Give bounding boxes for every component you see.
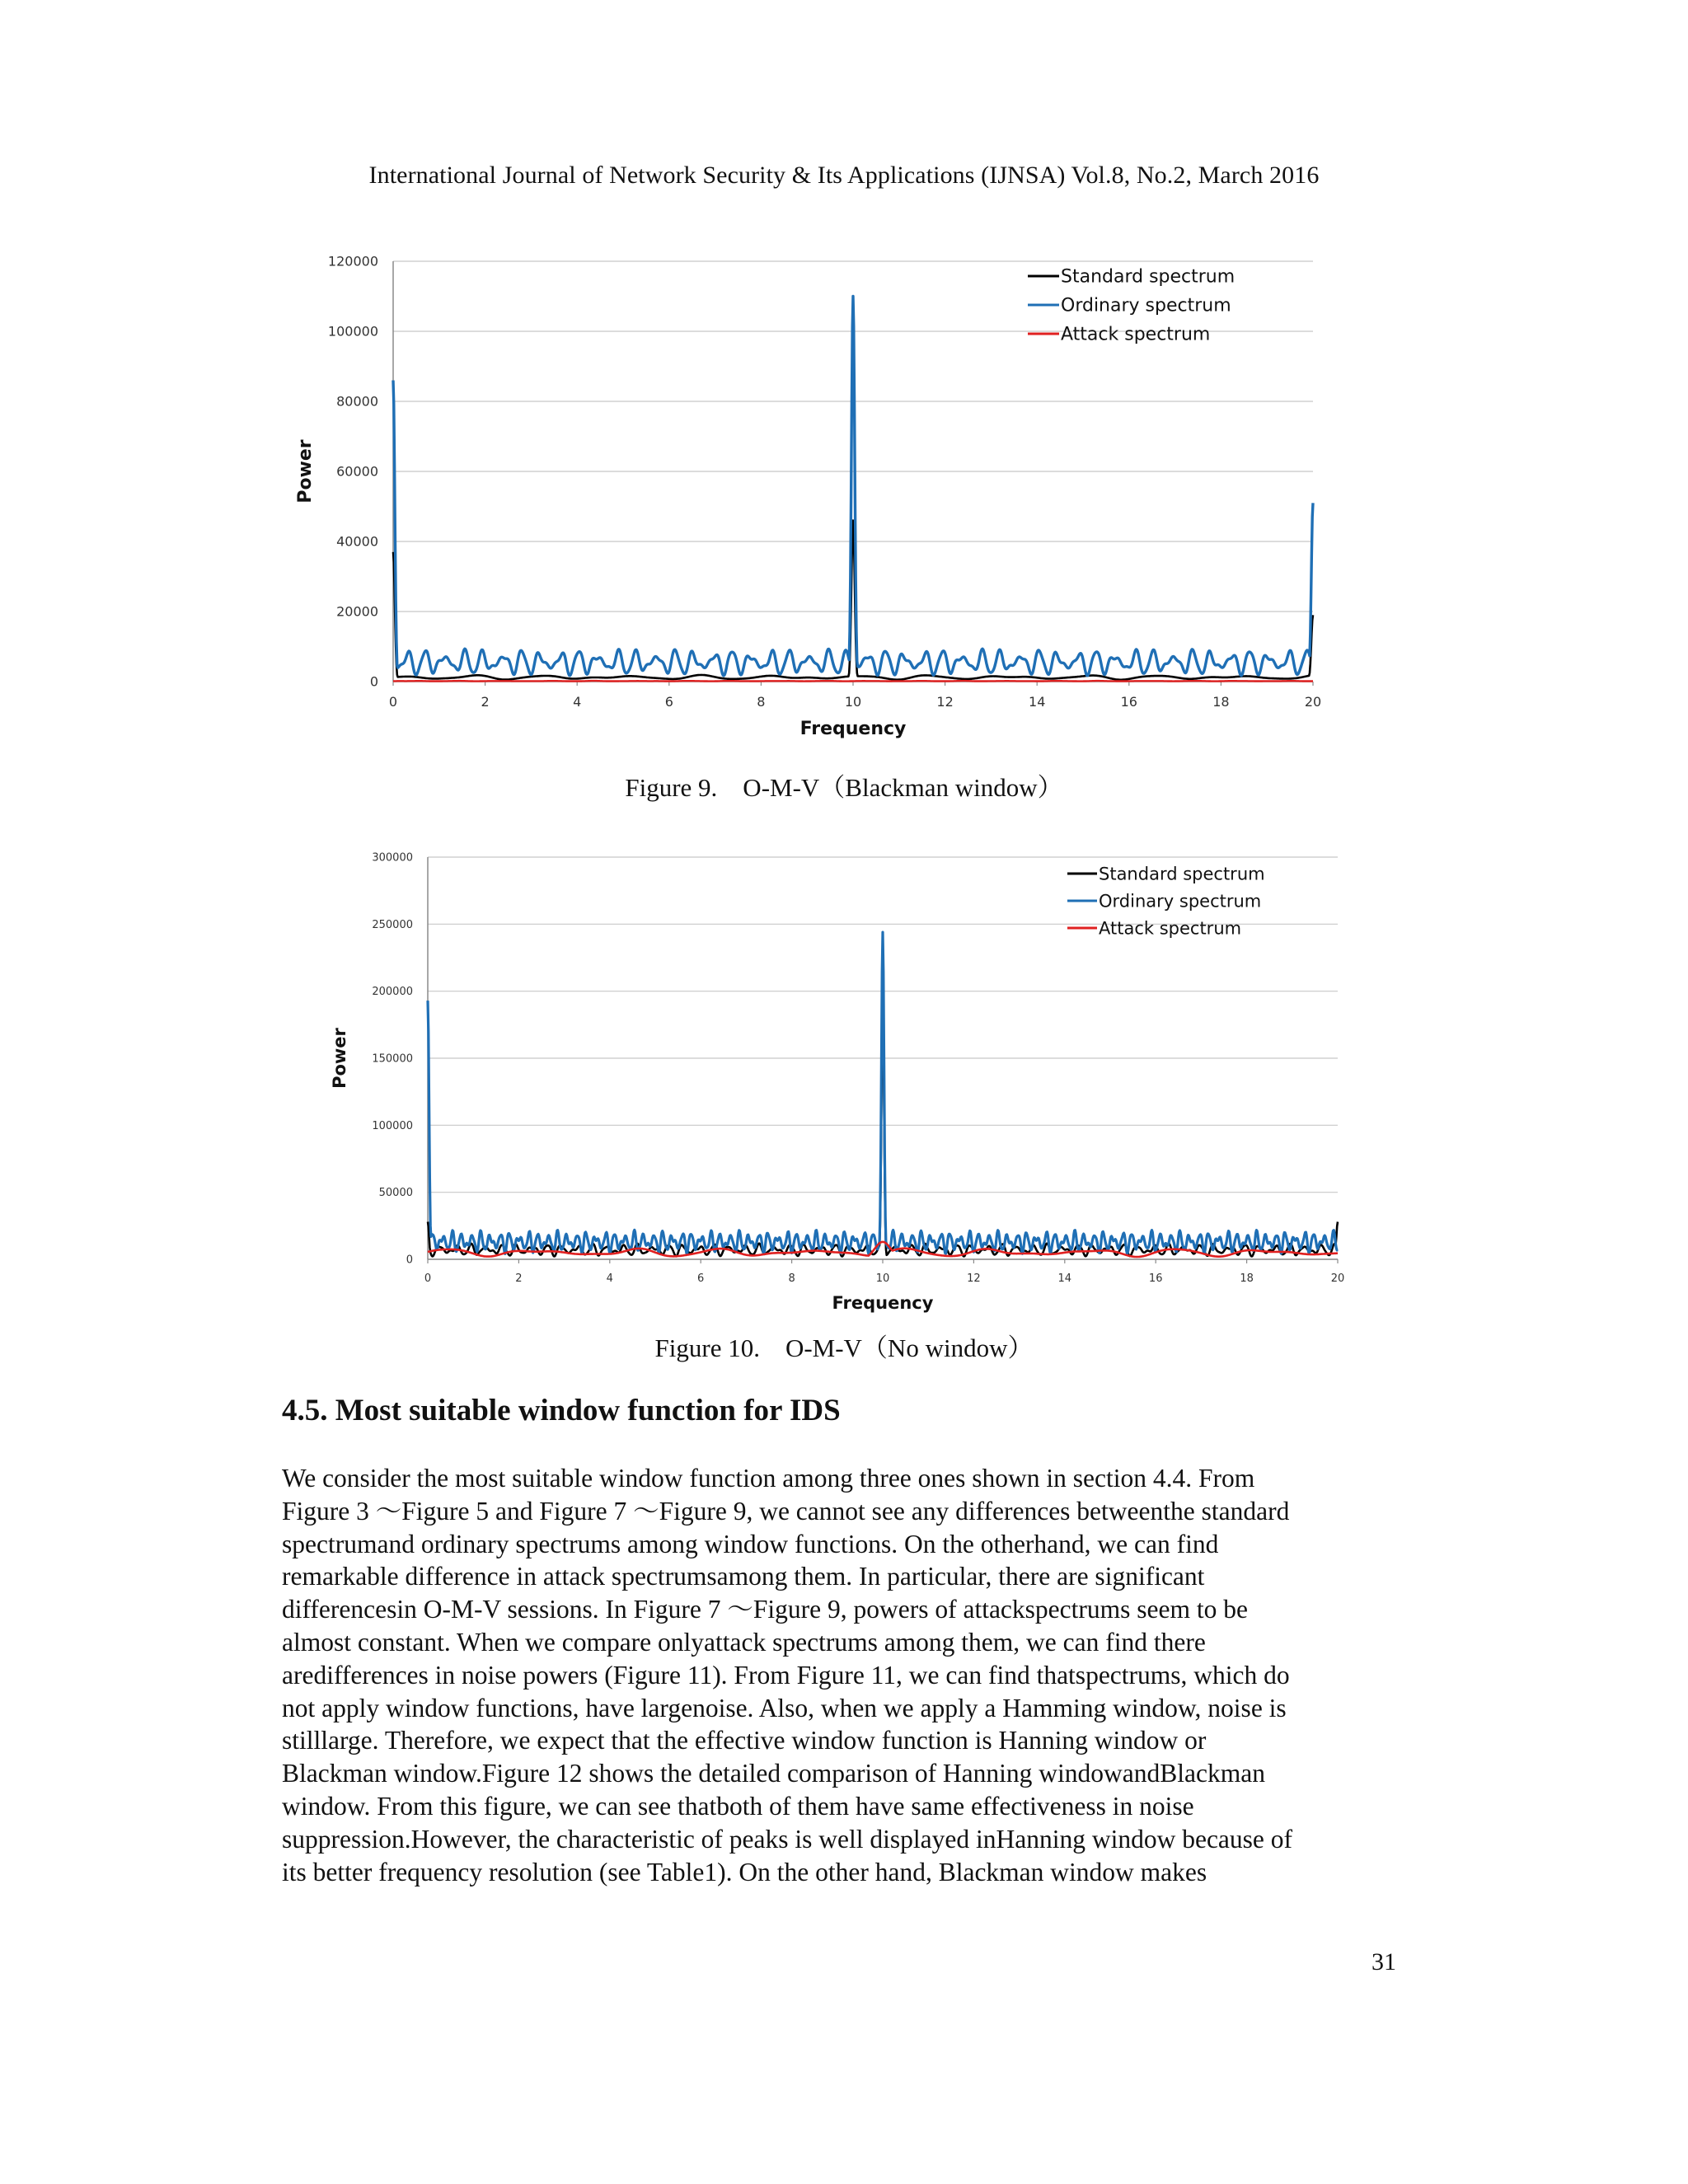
paragraph-line: aredifferences in noise powers (Figure 11). From Figure 11, we can find thatspectrums, which do bbox=[282, 1660, 1290, 1690]
paragraph-line: Blackman window.Figure 12 shows the detailed comparison of Hanning windowandBlackman bbox=[282, 1759, 1265, 1788]
body-paragraph bbox=[282, 1462, 1396, 1888]
y-tick-label: 80000 bbox=[336, 393, 378, 410]
x-tick-label: 8 bbox=[757, 694, 766, 710]
legend-label: Attack spectrum bbox=[1061, 324, 1211, 345]
y-axis-title: Power bbox=[330, 1028, 349, 1089]
y-tick-label: 40000 bbox=[336, 533, 378, 550]
paragraph-line: stilllarge. Therefore, we expect that the effective window function is Hanning window or bbox=[282, 1726, 1207, 1755]
paragraph-line: Figure 3 ～Figure 5 and Figure 7 ～Figure 9, we cannot see any differences betweenthe standard bbox=[282, 1496, 1290, 1526]
x-tick-label: 18 bbox=[1212, 694, 1230, 710]
paragraph-line: window. From this figure, we can see thatboth of them have same effectiveness in noise bbox=[282, 1791, 1194, 1821]
paragraph-line: almost constant. When we compare onlyattack spectrums among them, we can find there bbox=[282, 1627, 1206, 1657]
x-tick-label: 0 bbox=[424, 1272, 432, 1285]
paragraph-line: not apply window functions, have largenoise. Also, when we apply a Hamming window, noise is bbox=[282, 1693, 1287, 1722]
y-tick-label: 200000 bbox=[372, 986, 413, 999]
figure-10-caption: Figure 10. O-M-V（No window） bbox=[654, 1333, 1034, 1362]
paragraph-line: its better frequency resolution (see Table1). On the other hand, Blackman window makes bbox=[282, 1857, 1207, 1886]
series-line-ordinary-spectrum bbox=[428, 932, 1338, 1254]
paragraph-line: differencesin O-M-V sessions. In Figure 7 ～Figure 9, powers of attackspectrums seem to be bbox=[282, 1595, 1248, 1624]
figure-9-caption: Figure 9. O-M-V（Blackman window） bbox=[625, 773, 1063, 802]
x-tick-label: 18 bbox=[1240, 1272, 1254, 1285]
figure-10-chart bbox=[330, 846, 1381, 1313]
x-tick-label: 10 bbox=[844, 694, 862, 710]
x-tick-label: 14 bbox=[1057, 1272, 1072, 1285]
legend-label: Standard spectrum bbox=[1061, 266, 1236, 288]
y-tick-label: 0 bbox=[369, 673, 378, 690]
legend-label: Attack spectrum bbox=[1099, 918, 1242, 939]
y-tick-label: 120000 bbox=[327, 253, 378, 269]
x-tick-label: 8 bbox=[788, 1272, 795, 1285]
x-axis-title: Frequency bbox=[799, 719, 907, 739]
y-tick-label: 250000 bbox=[372, 918, 413, 931]
paragraph-line: spectrumand ordinary spectrums among window functions. On the otherhand, we can find bbox=[282, 1529, 1219, 1558]
x-tick-label: 16 bbox=[1148, 1272, 1163, 1285]
x-tick-label: 16 bbox=[1120, 694, 1137, 710]
x-tick-label: 0 bbox=[388, 694, 398, 710]
series-line-ordinary-spectrum bbox=[393, 297, 1313, 676]
y-tick-label: 60000 bbox=[336, 463, 378, 480]
y-tick-label: 20000 bbox=[336, 603, 378, 620]
legend-label: Standard spectrum bbox=[1099, 864, 1265, 884]
y-axis-title: Power bbox=[295, 439, 316, 504]
x-tick-label: 6 bbox=[697, 1272, 705, 1285]
x-tick-label: 20 bbox=[1304, 694, 1322, 710]
paragraph-line: We consider the most suitable window function among three ones shown in section 4.4. From bbox=[282, 1464, 1255, 1493]
legend-label: Ordinary spectrum bbox=[1099, 891, 1262, 912]
paragraph-line: remarkable difference in attack spectrumsamong them. In particular, there are significant bbox=[282, 1562, 1205, 1591]
page-number: 31 bbox=[1372, 1948, 1396, 1975]
paragraph-line: suppression.However, the characteristic of peaks is well displayed inHanning window because of bbox=[282, 1824, 1293, 1854]
y-tick-label: 150000 bbox=[372, 1052, 413, 1066]
x-tick-label: 4 bbox=[606, 1272, 613, 1285]
x-tick-label: 2 bbox=[515, 1272, 523, 1285]
running-header: International Journal of Network Security & Its Applications (IJNSA) Vol.8, No.2, March 2016 bbox=[368, 162, 1320, 189]
y-tick-label: 0 bbox=[406, 1254, 413, 1267]
y-tick-label: 100000 bbox=[327, 323, 378, 340]
section-heading: 4.5. Most suitable window function for IDS bbox=[282, 1394, 841, 1427]
x-tick-label: 12 bbox=[936, 694, 954, 710]
series-line-attack-spectrum bbox=[393, 681, 1313, 682]
x-tick-label: 20 bbox=[1330, 1272, 1345, 1285]
x-tick-label: 14 bbox=[1029, 694, 1046, 710]
y-tick-label: 300000 bbox=[372, 851, 413, 865]
x-tick-label: 12 bbox=[967, 1272, 981, 1285]
y-tick-label: 50000 bbox=[378, 1187, 413, 1200]
legend-label: Ordinary spectrum bbox=[1061, 295, 1231, 316]
x-tick-label: 4 bbox=[573, 694, 582, 710]
y-tick-label: 100000 bbox=[372, 1119, 413, 1132]
x-axis-title: Frequency bbox=[832, 1293, 934, 1313]
x-tick-label: 2 bbox=[481, 694, 490, 710]
x-tick-label: 6 bbox=[664, 694, 673, 710]
x-tick-label: 10 bbox=[875, 1272, 890, 1285]
figure-9-chart bbox=[293, 251, 1348, 738]
